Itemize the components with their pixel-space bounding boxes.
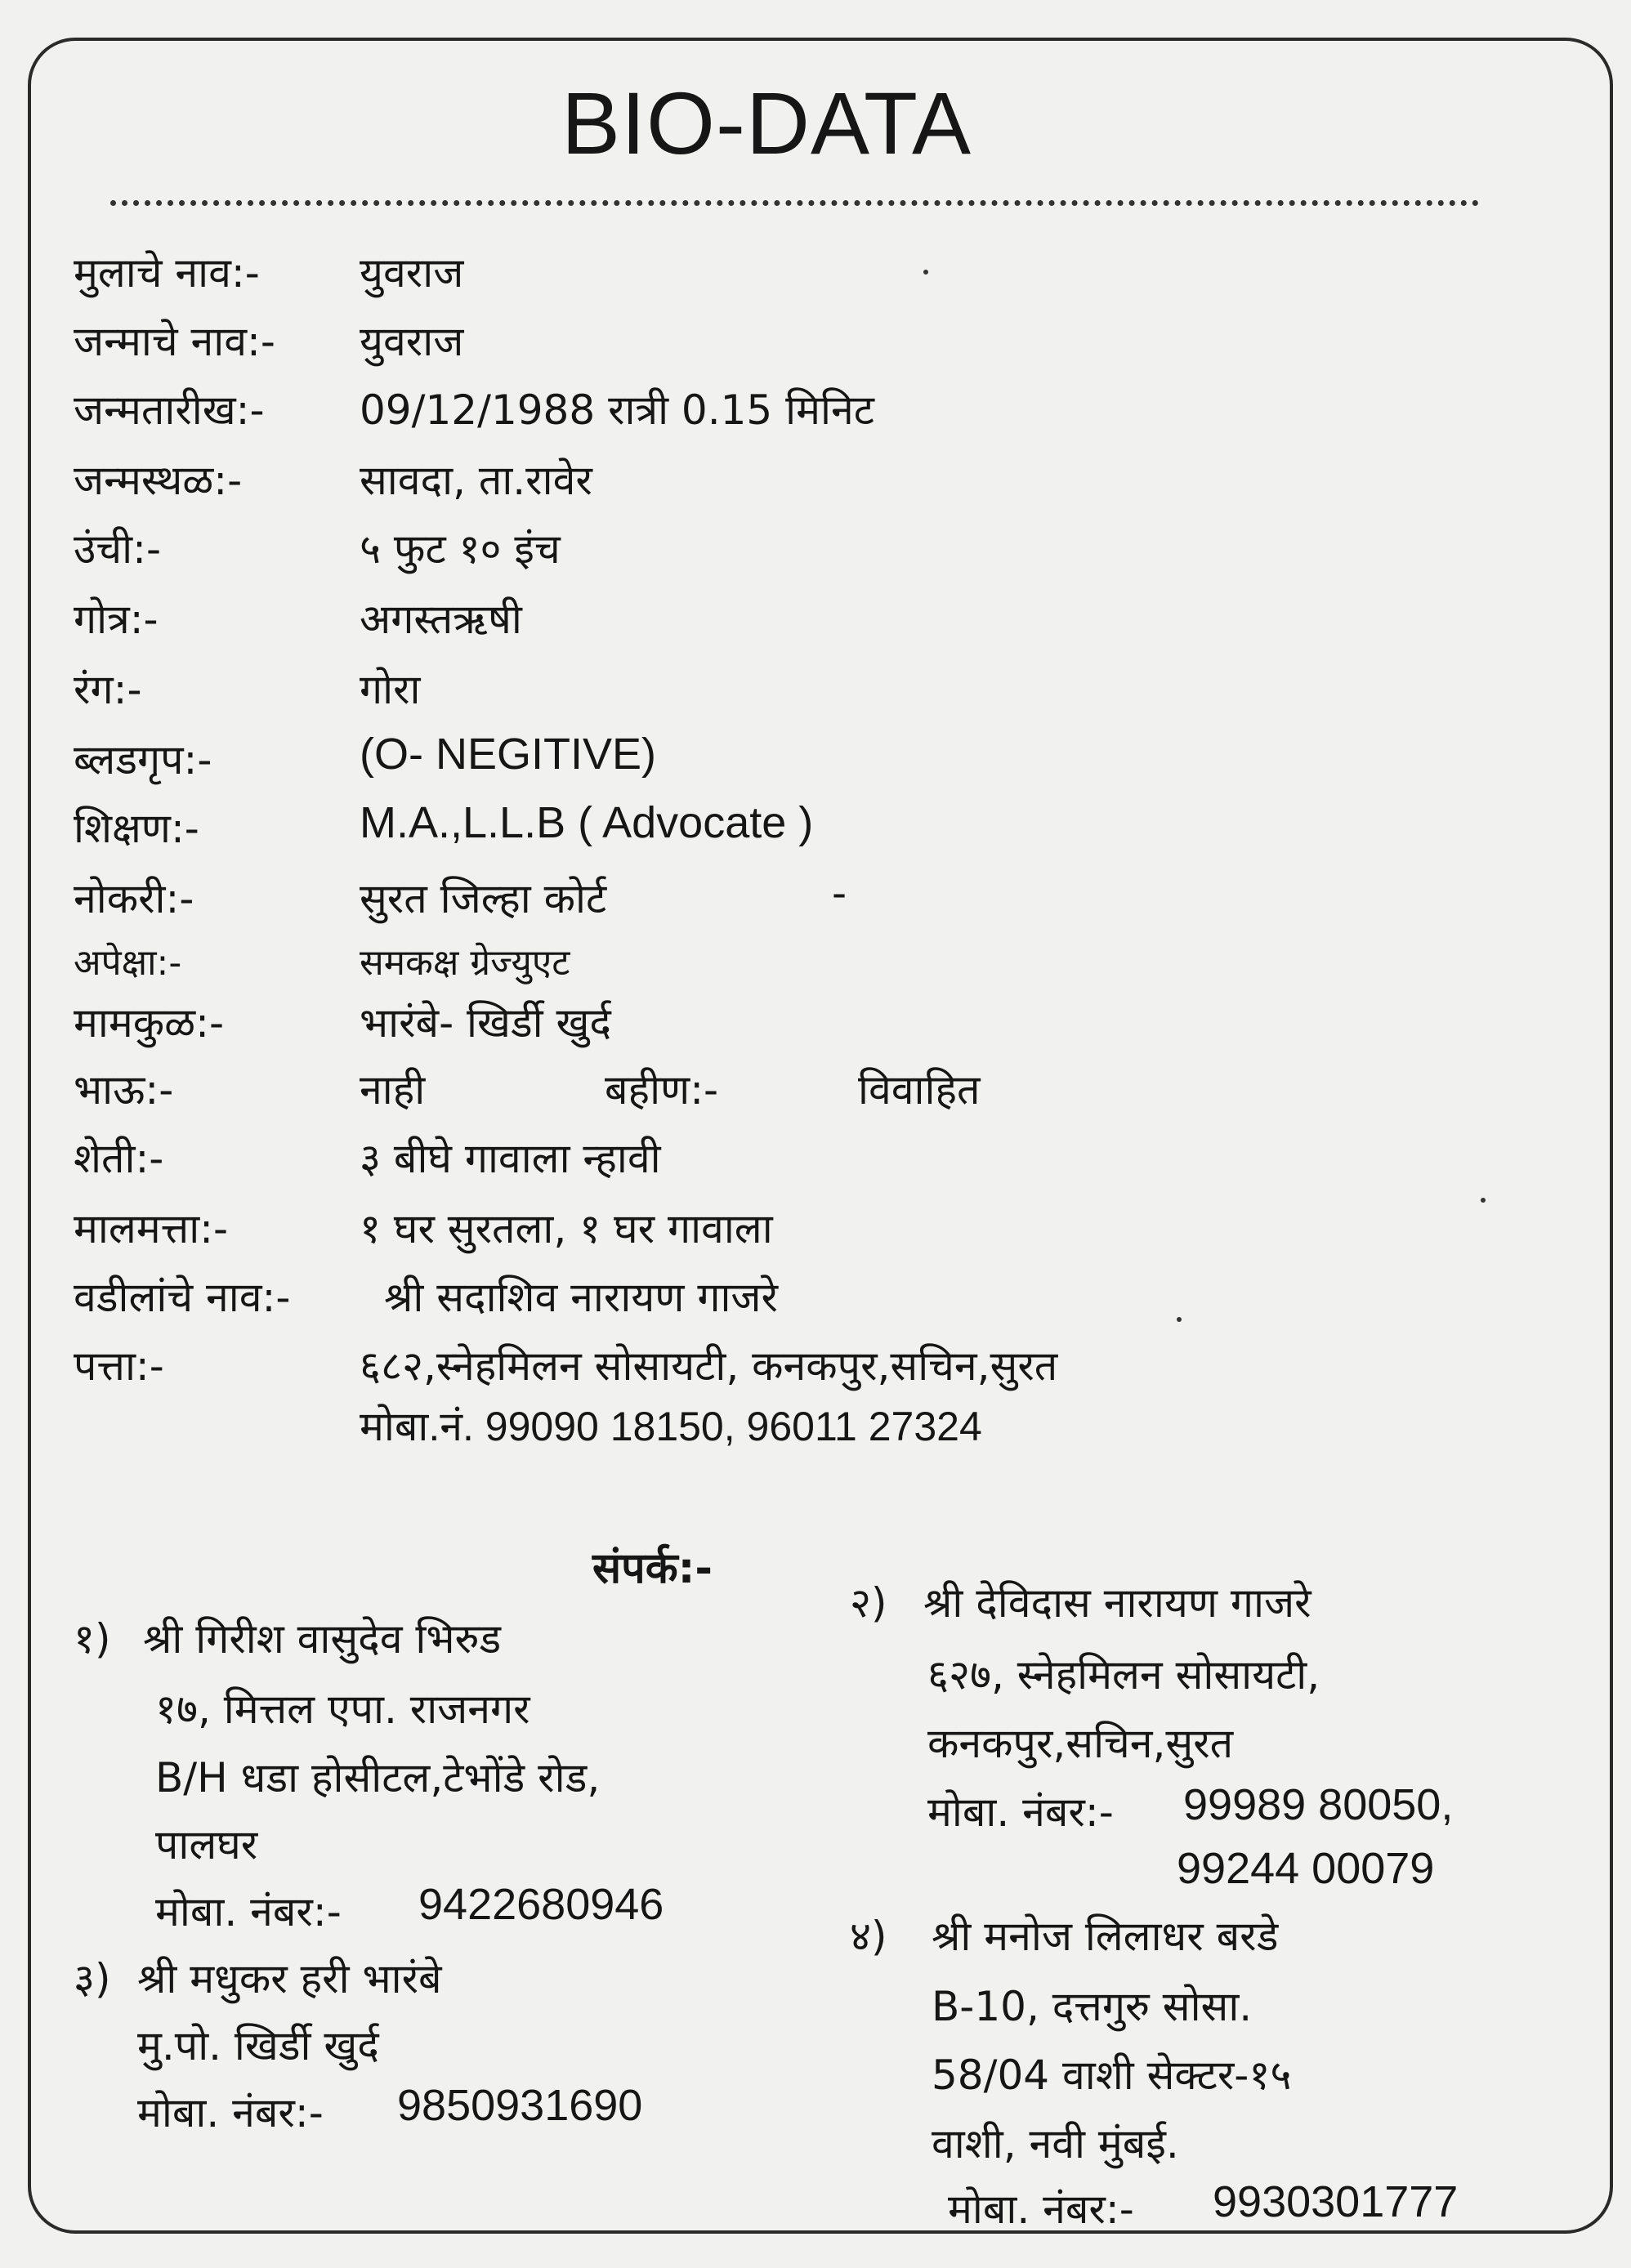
field-value: गोरा — [360, 666, 421, 713]
field-value: ५ फुट १० इंच — [360, 525, 561, 573]
contact-mobile-label: मोबा. नंबर:- — [948, 2185, 1134, 2233]
contact-mobile: 9930301777 — [1213, 2177, 1459, 2226]
field-label: उंची:- — [74, 525, 161, 573]
contact-name: श्री मनोज लिलाधर बरडे — [932, 1913, 1279, 1960]
field-label: जन्मतारीख:- — [74, 386, 265, 434]
field-label: जन्मस्थळ:- — [74, 457, 243, 504]
field-label: वडीलांचे नाव:- — [74, 1274, 291, 1321]
contact-name: श्री गिरीश वासुदेव भिरुड — [143, 1615, 502, 1663]
field-label: नोकरी:- — [74, 875, 194, 922]
field-label: पत्ता:- — [74, 1342, 164, 1390]
field-value: (O- NEGITIVE) — [360, 730, 656, 779]
field-value: युवराज — [360, 249, 464, 297]
field-value: समकक्ष ग्रेज्युएट — [360, 942, 570, 984]
field-value: M.A.,L.L.B ( Advocate ) — [360, 798, 814, 847]
contact-heading: संपर्क:- — [592, 1544, 713, 1593]
field-value: भारंबे- खिर्डी खुर्द — [360, 999, 611, 1047]
contact-address-line: वाशी, नवी मुंबई. — [932, 2120, 1179, 2168]
dotted-divider — [110, 200, 1479, 206]
field-label: मामकुळ:- — [74, 999, 225, 1047]
sister-value: विवाहित — [858, 1066, 981, 1114]
field-value: सावदा, ता.रावेर — [360, 457, 592, 504]
field-label: अपेक्षा:- — [74, 942, 182, 984]
field-value: सुरत जिल्हा कोर्ट — [360, 875, 607, 922]
contact-address-line: १७, मित्तल एपा. राजनगर — [155, 1685, 530, 1733]
contact-mobile-label: मोबा. नंबर:- — [137, 2089, 324, 2136]
field-value: ३ बीघे गावाला न्हावी — [360, 1135, 661, 1182]
contact-number: ३) — [74, 1955, 111, 2002]
field-label: जन्माचे नाव:- — [74, 318, 275, 365]
contact-address-line: मु.पो. खिर्डी खुर्द — [137, 2022, 379, 2069]
contact-number: १) — [74, 1615, 111, 1663]
field-label: गोत्र:- — [74, 596, 159, 643]
field-label: मालमत्ता:- — [74, 1205, 229, 1252]
mobile-line: मोबा.नं. 99090 18150, 96011 27324 — [360, 1404, 982, 1449]
dash-mark: - — [832, 869, 847, 917]
contact-mobile-label: मोबा. नंबर:- — [927, 1788, 1114, 1836]
field-value: 09/12/1988 रात्री 0.15 मिनिट — [360, 386, 874, 434]
field-value: श्री सदाशिव नारायण गाजरे — [384, 1274, 778, 1321]
contact-mobile-2: 99244 00079 — [1177, 1844, 1435, 1893]
field-label: शिक्षण:- — [74, 805, 199, 852]
sister-label: बहीण:- — [605, 1066, 719, 1114]
field-label: ब्लडगृप:- — [74, 736, 212, 784]
field-value: नाही — [360, 1066, 426, 1114]
speck — [1177, 1317, 1182, 1322]
page-title: BIO-DATA — [561, 74, 972, 172]
contact-mobile: 99989 80050, — [1183, 1780, 1454, 1829]
contact-address-line: 58/04 वाशी सेक्टर-१५ — [932, 2051, 1292, 2099]
contact-address-line: पालघर — [155, 1821, 258, 1868]
field-value: १ घर सुरतला, १ घर गावाला — [360, 1205, 773, 1252]
field-label: रंग:- — [74, 666, 142, 713]
contact-address-line: B-10, दत्तगुरु सोसा. — [932, 1983, 1253, 2030]
contact-name: श्री मधुकर हरी भारंबे — [137, 1955, 442, 2002]
field-value: ६८२,स्नेहमिलन सोसायटी, कनकपुर,सचिन,सुरत — [360, 1342, 1058, 1390]
speck — [1481, 1198, 1486, 1203]
contact-mobile: 9422680946 — [418, 1880, 664, 1929]
speck — [923, 270, 928, 275]
field-label: शेती:- — [74, 1135, 164, 1182]
field-value: अगस्तऋषी — [360, 596, 522, 643]
contact-address-line: B/H धडा होसीटल,टेभोंडे रोड, — [155, 1754, 601, 1801]
contact-address-line: कनकपुर,सचिन,सुरत — [927, 1720, 1234, 1767]
field-label: मुलाचे नाव:- — [74, 249, 260, 297]
contact-number: २) — [850, 1579, 887, 1627]
field-label: भाऊ:- — [74, 1066, 174, 1114]
contact-mobile-label: मोबा. नंबर:- — [155, 1888, 342, 1935]
field-value: युवराज — [360, 318, 464, 365]
contact-mobile: 9850931690 — [397, 2081, 643, 2130]
contact-number: ४) — [850, 1913, 887, 1960]
contact-name: श्री देविदास नारायण गाजरे — [923, 1579, 1312, 1627]
contact-address-line: ६२७, स्नेहमिलन सोसायटी, — [927, 1651, 1320, 1699]
